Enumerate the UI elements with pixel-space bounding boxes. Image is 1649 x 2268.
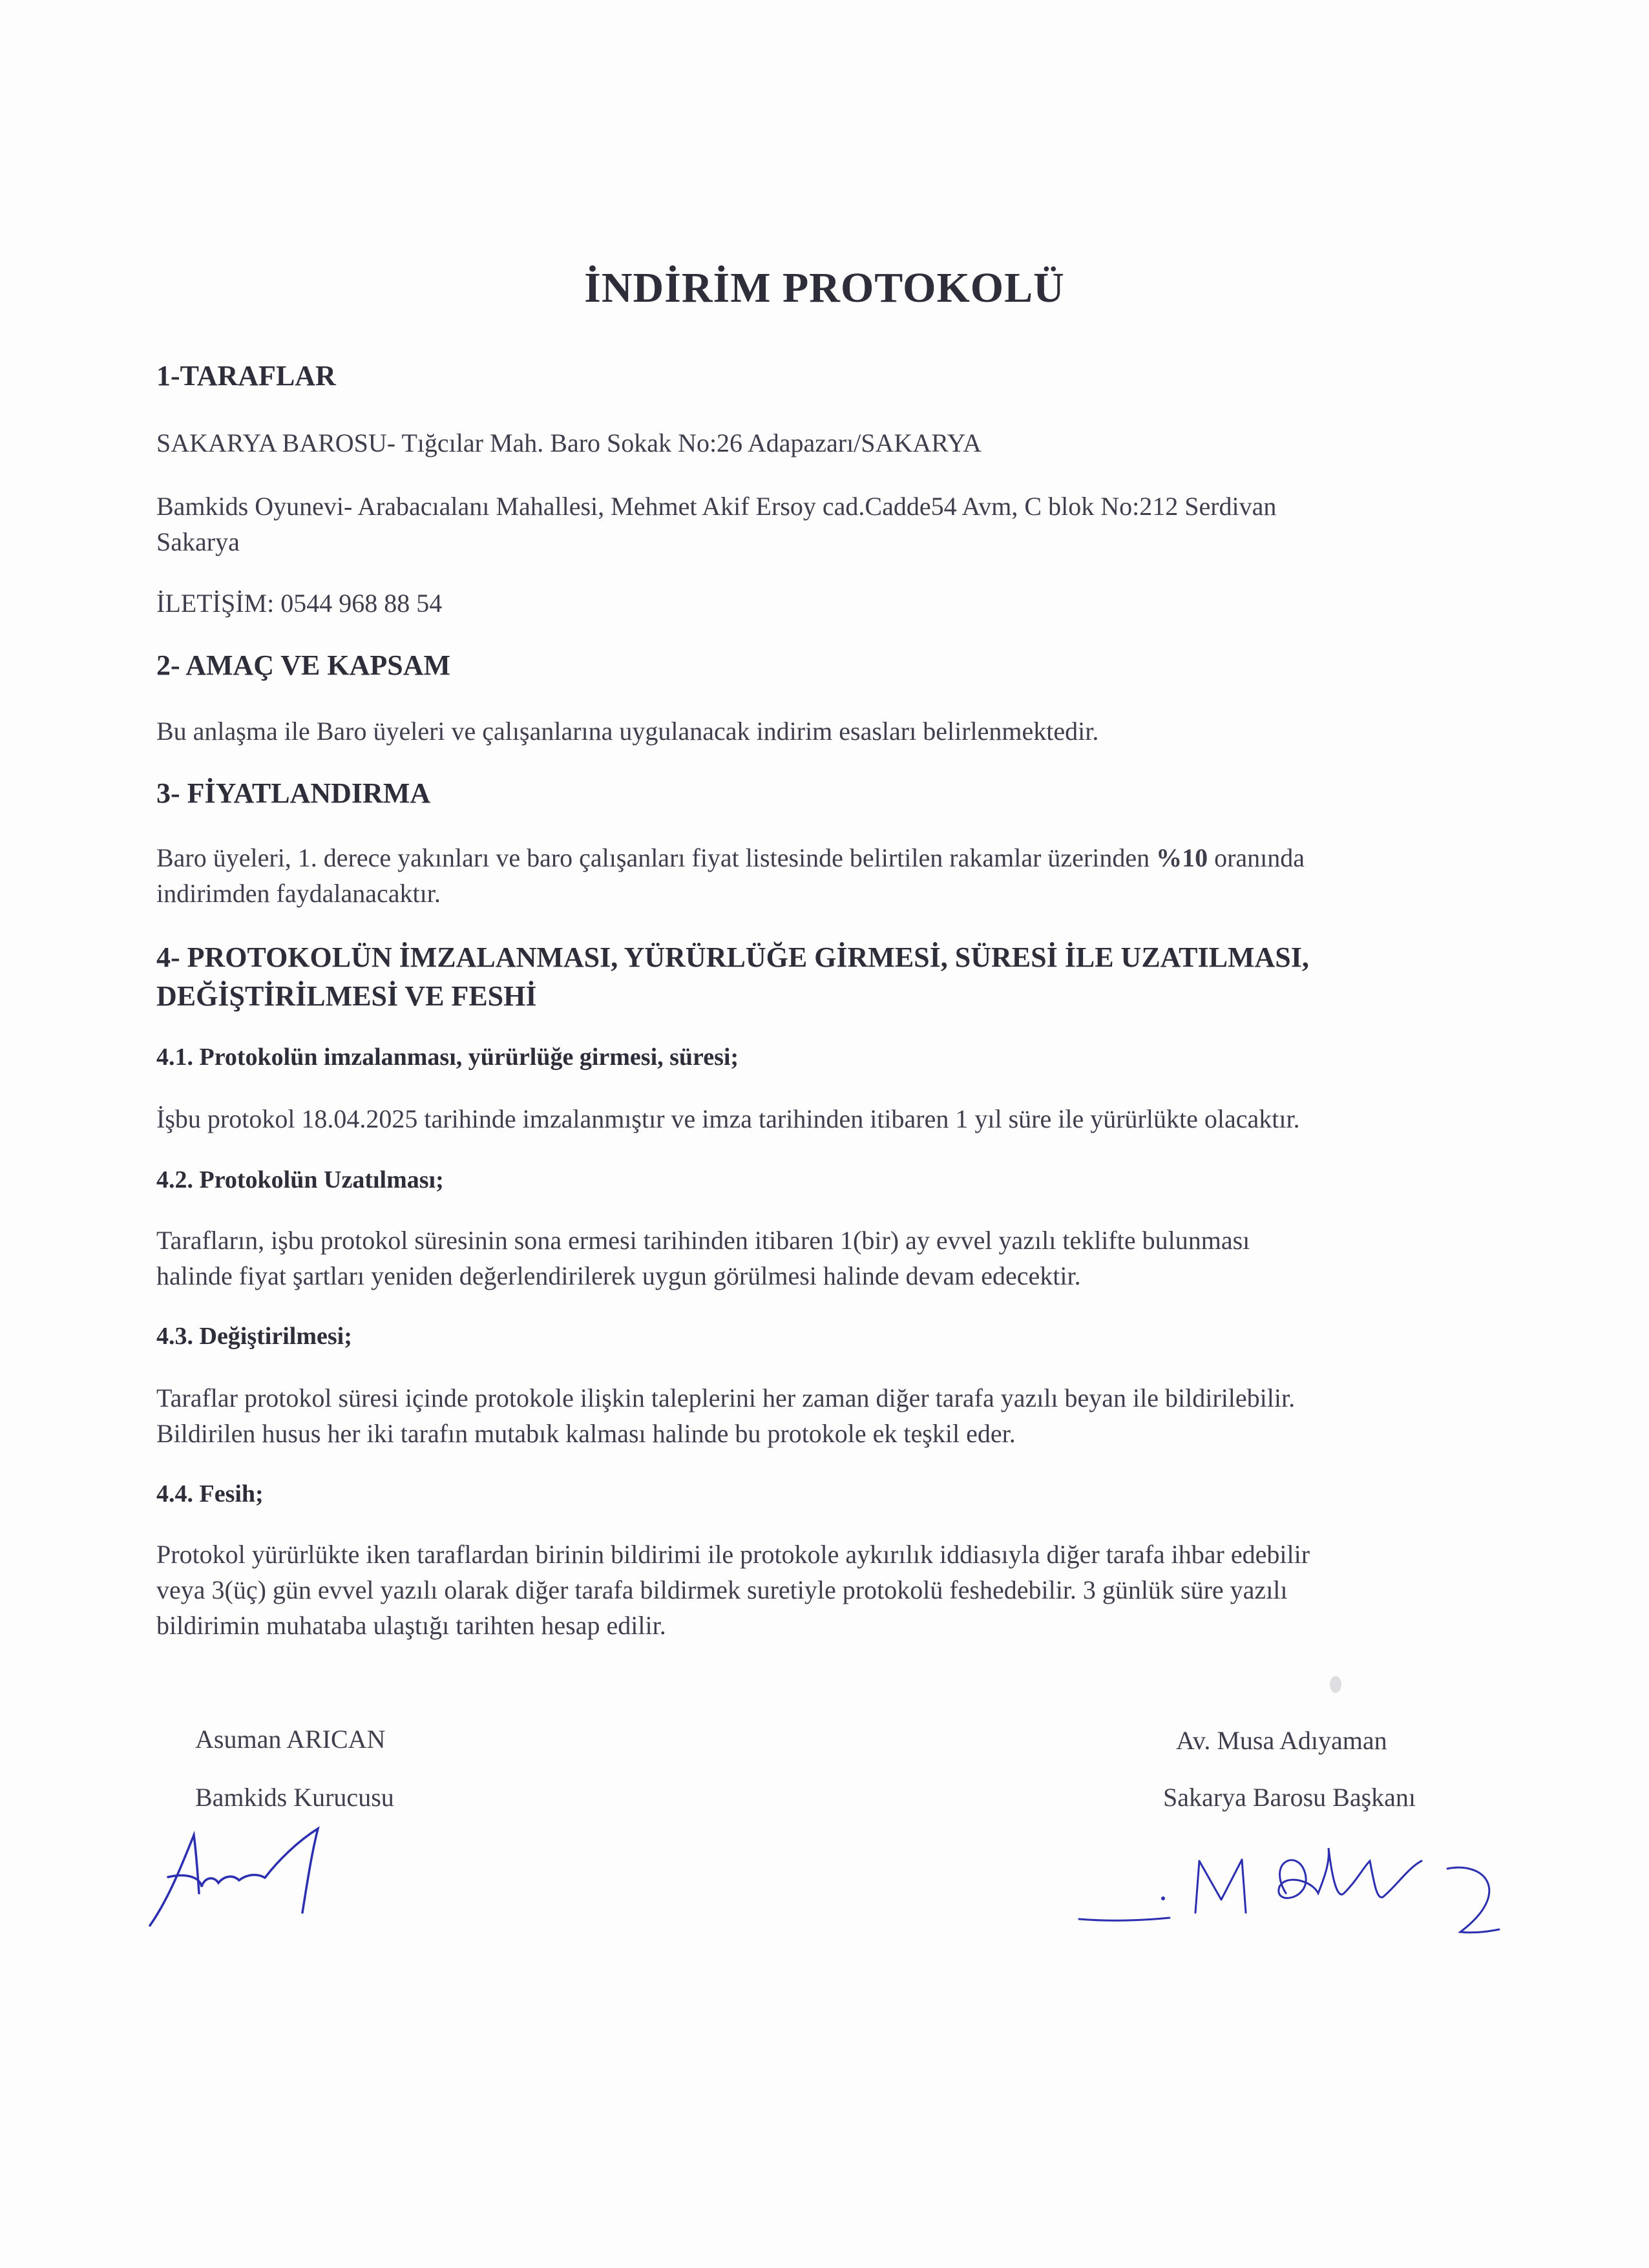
subsection-text-4-2-line1: Tarafların, işbu protokol süresinin sona ermesi tarihinden itibaren 1(bir) ay evvel yazılı teklifte bulunması bbox=[156, 1226, 1250, 1255]
section-heading-protokol-line2: DEĞİŞTİRİLMESİ VE FESHİ bbox=[156, 980, 537, 1012]
section-heading-fiyatlandirma: 3- FİYATLANDIRMA bbox=[156, 777, 431, 809]
pricing-line1-c: oranında bbox=[1208, 843, 1305, 872]
subsection-text-4-4-line1: Protokol yürürlükte iken taraflardan birinin bildirimi ile protokole aykırılık iddiasıyla diğer tarafa ihbar edebilir bbox=[156, 1540, 1310, 1569]
right-signatory-title: Sakarya Barosu Başkanı bbox=[1163, 1783, 1416, 1812]
pricing-line2: indirimden faydalanacaktır. bbox=[156, 879, 441, 908]
subsection-text-4-3-line1: Taraflar protokol süresi içinde protokole ilişkin taleplerini her zaman diğer tarafa yazılı beyan ile bildirilebilir. bbox=[156, 1383, 1296, 1412]
section-heading-protokol-line1: 4- PROTOKOLÜN İMZALANMASI, YÜRÜRLÜĞE GİRMESİ, SÜRESİ İLE UZATILMASI, bbox=[156, 941, 1309, 973]
right-signatory-name: Av. Musa Adıyaman bbox=[1176, 1726, 1387, 1755]
subsection-text-4-2 bbox=[156, 1223, 1500, 1294]
pricing-text bbox=[156, 840, 1500, 911]
purpose-text: Bu anlaşma ile Baro üyeleri ve çalışanlarına uygulanacak indirim esasları belirlenmektedir. bbox=[156, 717, 1099, 746]
discount-rate: %10 bbox=[1156, 843, 1208, 872]
subsection-text-4-4-line3: bildirimin muhataba ulaştığı tarihten hesap edilir. bbox=[156, 1611, 666, 1640]
party-bamkids-line2: Sakarya bbox=[156, 527, 240, 556]
right-signature-image bbox=[1073, 1822, 1512, 1951]
subsection-text-4-3 bbox=[156, 1380, 1500, 1451]
ink-smudge bbox=[1330, 1676, 1341, 1693]
subsection-text-4-4-line2: veya 3(üç) gün evvel yazılı olarak diğer tarafa bildirmek suretiyle protokolü feshedebilir. 3 günlük süre yazılı bbox=[156, 1575, 1288, 1604]
subsection-heading-4-1: 4.1. Protokolün imzalanması, yürürlüğe girmesi, süresi; bbox=[156, 1044, 739, 1071]
left-signatory-title: Bamkids Kurucusu bbox=[195, 1783, 394, 1812]
pricing-line1-a: Baro üyeleri, 1. derece yakınları ve baro çalışanları fiyat listesinde belirtilen rakamlar üzerinden bbox=[156, 843, 1157, 872]
party-bamkids-line1: Bamkids Oyunevi- Arabacıalanı Mahallesi, Mehmet Akif Ersoy cad.Cadde54 Avm, C blok No:212 Serdivan bbox=[156, 492, 1277, 521]
left-signatory-name: Asuman ARICAN bbox=[195, 1725, 386, 1754]
subsection-heading-4-3: 4.3. Değiştirilmesi; bbox=[156, 1323, 352, 1350]
document-title: İNDİRİM PROTOKOLÜ bbox=[584, 264, 1065, 311]
party-bamkids bbox=[156, 488, 1500, 560]
section-heading-amac: 2- AMAÇ VE KAPSAM bbox=[156, 649, 451, 681]
pricing-line1 bbox=[156, 840, 1500, 876]
party-sakarya-barosu: SAKARYA BAROSU- Tığcılar Mah. Baro Sokak No:26 Adapazarı/SAKARYA bbox=[156, 428, 982, 457]
subsection-text-4-3-line2: Bildirilen husus her iki tarafın mutabık kalması halinde bu protokole ek teşkil eder. bbox=[156, 1419, 1016, 1448]
subsection-heading-4-4: 4.4. Fesih; bbox=[156, 1480, 264, 1507]
subsection-text-4-4 bbox=[156, 1537, 1500, 1643]
left-signature-image bbox=[142, 1816, 336, 1932]
subsection-heading-4-2: 4.2. Protokolün Uzatılması; bbox=[156, 1166, 444, 1193]
contact-line: İLETİŞİM: 0544 968 88 54 bbox=[156, 589, 443, 618]
subsection-text-4-2-line2: halinde fiyat şartları yeniden değerlendirilerek uygun görülmesi halinde devam edecektir. bbox=[156, 1261, 1081, 1290]
section-heading-taraflar: 1-TARAFLAR bbox=[156, 360, 336, 392]
subsection-text-4-1: İşbu protokol 18.04.2025 tarihinde imzalanmıştır ve imza tarihinden itibaren 1 yıl süre ile yürürlükte olacaktır. bbox=[156, 1104, 1300, 1133]
section-heading-protokol bbox=[156, 938, 1309, 1016]
